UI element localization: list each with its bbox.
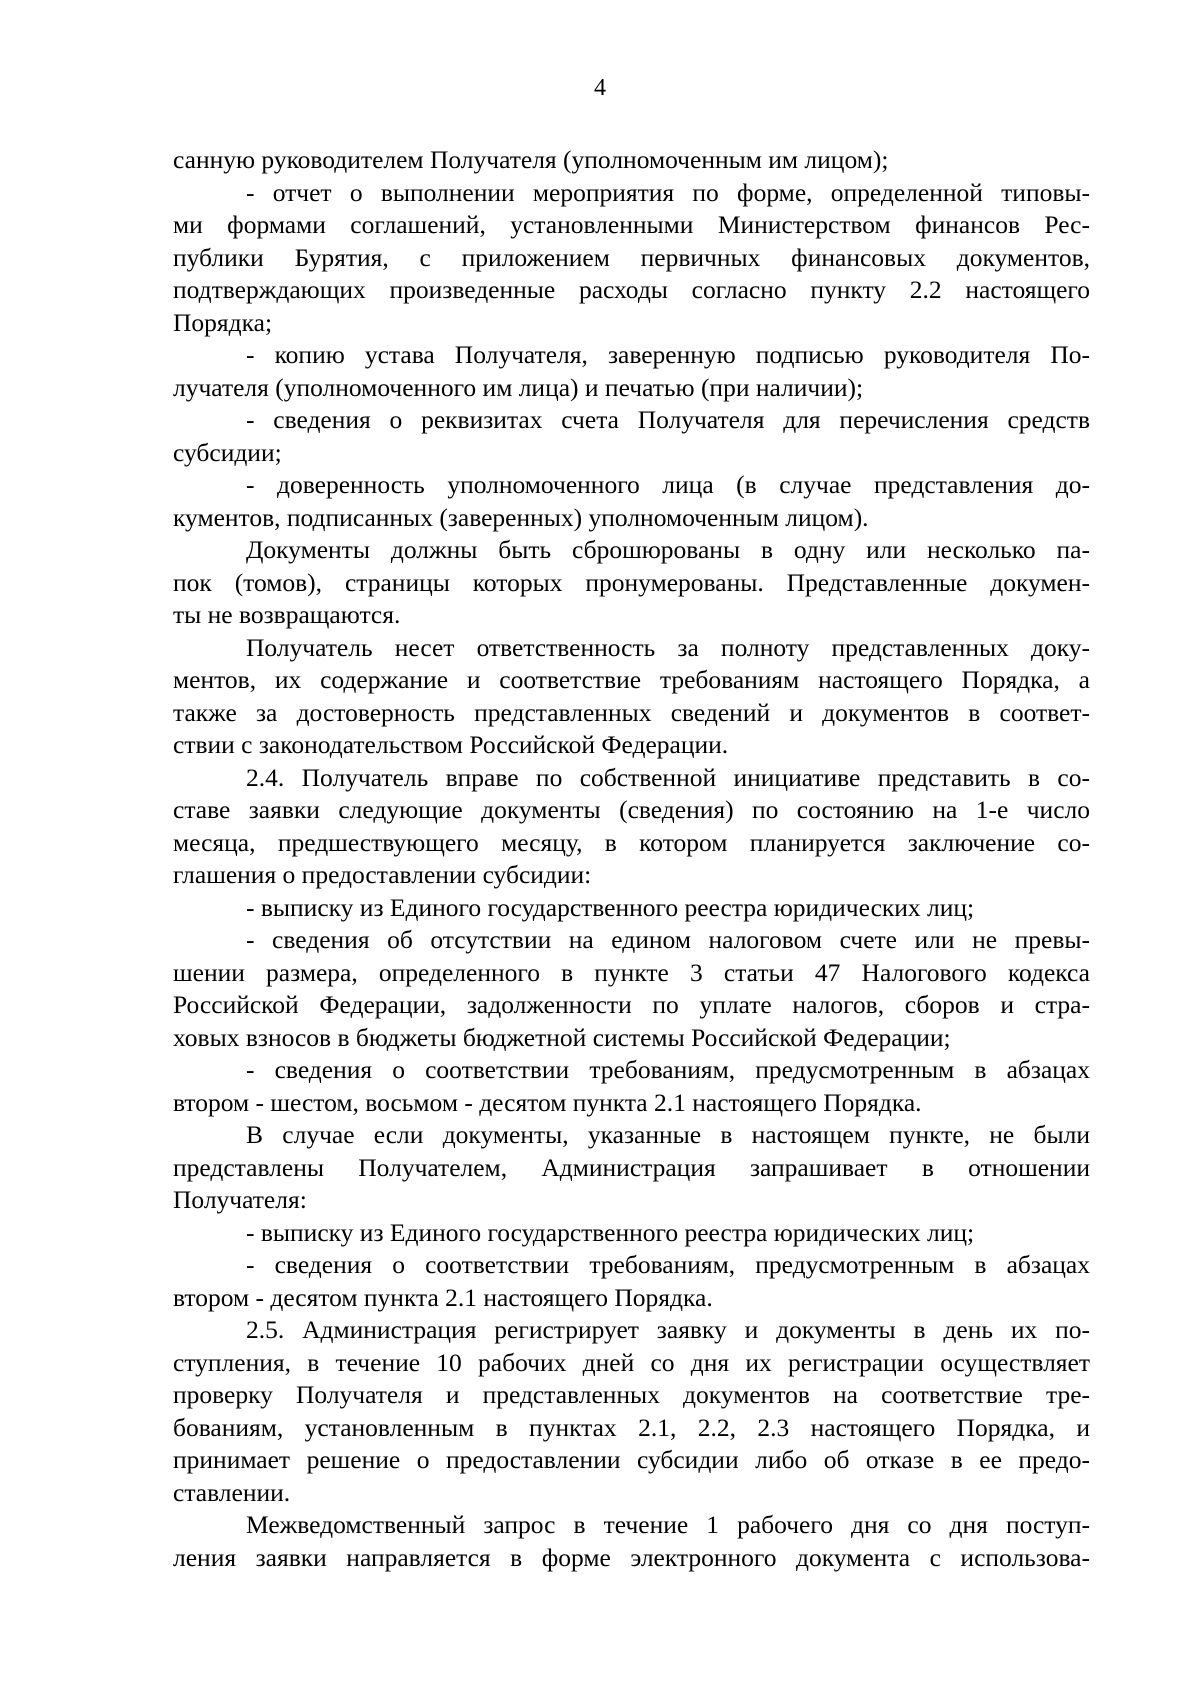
text-line: ставлении. xyxy=(173,1477,291,1507)
document-body xyxy=(173,144,1090,1574)
text-line: субсидии; xyxy=(173,437,282,467)
text-line: Межведомственный запрос в течение 1 рабочего дня со дня поступ- xyxy=(246,1510,1090,1539)
text-line: также за достоверность представленных сведений и документов в соответ- xyxy=(173,697,1090,727)
text-line: Документы должны быть сброшюрованы в одну или несколько па- xyxy=(246,535,1090,564)
text-line: - сведения о реквизитах счета Получателя для перечисления средств xyxy=(246,405,1090,434)
text-line: подтверждающих произведенные расходы согласно пункту 2.2 настоящего xyxy=(173,275,1090,304)
text-line: ствии с законодательством Российской Федерации. xyxy=(173,730,729,759)
text-line: ты не возвращаются. xyxy=(173,600,401,629)
text-line: ментов, их содержание и соответствие требованиям настоящего Порядка, а xyxy=(173,665,1090,694)
text-line: Порядка; xyxy=(173,307,273,337)
text-line: ления заявки направляется в форме электронного документа с использова- xyxy=(173,1542,1090,1572)
text-line: Получатель несет ответственность за полноту представленных доку- xyxy=(246,632,1090,662)
text-line: - сведения о соответствии требованиям, предусмотренным в абзацах xyxy=(246,1250,1090,1279)
text-line: - отчет о выполнении мероприятия по форме, определенной типовы- xyxy=(246,177,1090,207)
text-line: бованиям, установленным в пунктах 2.1, 2.2, 2.3 настоящего Порядка, и xyxy=(173,1412,1090,1442)
text-line: В случае если документы, указанные в настоящем пункте, не были xyxy=(246,1120,1090,1149)
page-number: 4 xyxy=(594,75,606,101)
text-line: санную руководителем Получателя (уполномоченным им лицом); xyxy=(173,145,889,174)
text-line: пок (томов), страницы которых пронумерованы. Представленные докумен- xyxy=(173,567,1090,597)
text-line: Российской Федерации, задолженности по уплате налогов, сборов и стра- xyxy=(173,990,1090,1019)
text-line: ставе заявки следующие документы (сведения) по состоянию на 1-е число xyxy=(173,795,1090,824)
text-line: - доверенность уполномоченного лица (в случае представления до- xyxy=(246,470,1090,499)
text-line: - сведения о соответствии требованиям, предусмотренным в абзацах xyxy=(246,1055,1090,1084)
text-line: - копию устава Получателя, заверенную подписью руководителя По- xyxy=(246,340,1090,369)
text-line: ступления, в течение 10 рабочих дней со дня их регистрации осуществляет xyxy=(173,1347,1090,1377)
text-line: втором - шестом, восьмом - десятом пункта 2.1 настоящего Порядка. xyxy=(173,1087,922,1117)
text-line: проверку Получателя и представленных документов на соответствие тре- xyxy=(173,1380,1090,1409)
text-line: публики Бурятия, с приложением первичных финансовых документов, xyxy=(173,242,1090,272)
text-line: втором - десятом пункта 2.1 настоящего Порядка. xyxy=(173,1282,713,1312)
text-line: 2.4. Получатель вправе по собственной инициативе представить в со- xyxy=(246,762,1090,792)
text-line: представлены Получателем, Администрация запрашивает в отношении xyxy=(173,1152,1090,1182)
text-line: - выписку из Единого государственного реестра юридических лиц; xyxy=(246,892,975,922)
text-line: - сведения об отсутствии на едином налоговом счете или не превы- xyxy=(246,925,1090,954)
text-line: ми формами соглашений, установленными Министерством финансов Рес- xyxy=(173,210,1090,239)
text-line: 2.5. Администрация регистрирует заявку и документы в день их по- xyxy=(246,1315,1090,1344)
text-line: - выписку из Единого государственного реестра юридических лиц; xyxy=(246,1217,975,1247)
text-line: принимает решение о предоставлении субсидии либо об отказе в ее предо- xyxy=(173,1445,1090,1474)
text-line: лучателя (уполномоченного им лица) и печатью (при наличии); xyxy=(173,372,864,402)
text-line: шении размера, определенного в пункте 3 статьи 47 Налогового кодекса xyxy=(173,957,1090,987)
text-line: ховых взносов в бюджеты бюджетной системы Российской Федерации; xyxy=(173,1022,951,1052)
text-line: Получателя: xyxy=(173,1185,307,1214)
text-line: кументов, подписанных (заверенных) уполномоченным лицом). xyxy=(173,502,869,532)
text-line: глашения о предоставлении субсидии: xyxy=(173,860,592,889)
text-line: месяца, предшествующего месяцу, в котором планируется заключение со- xyxy=(173,827,1090,857)
